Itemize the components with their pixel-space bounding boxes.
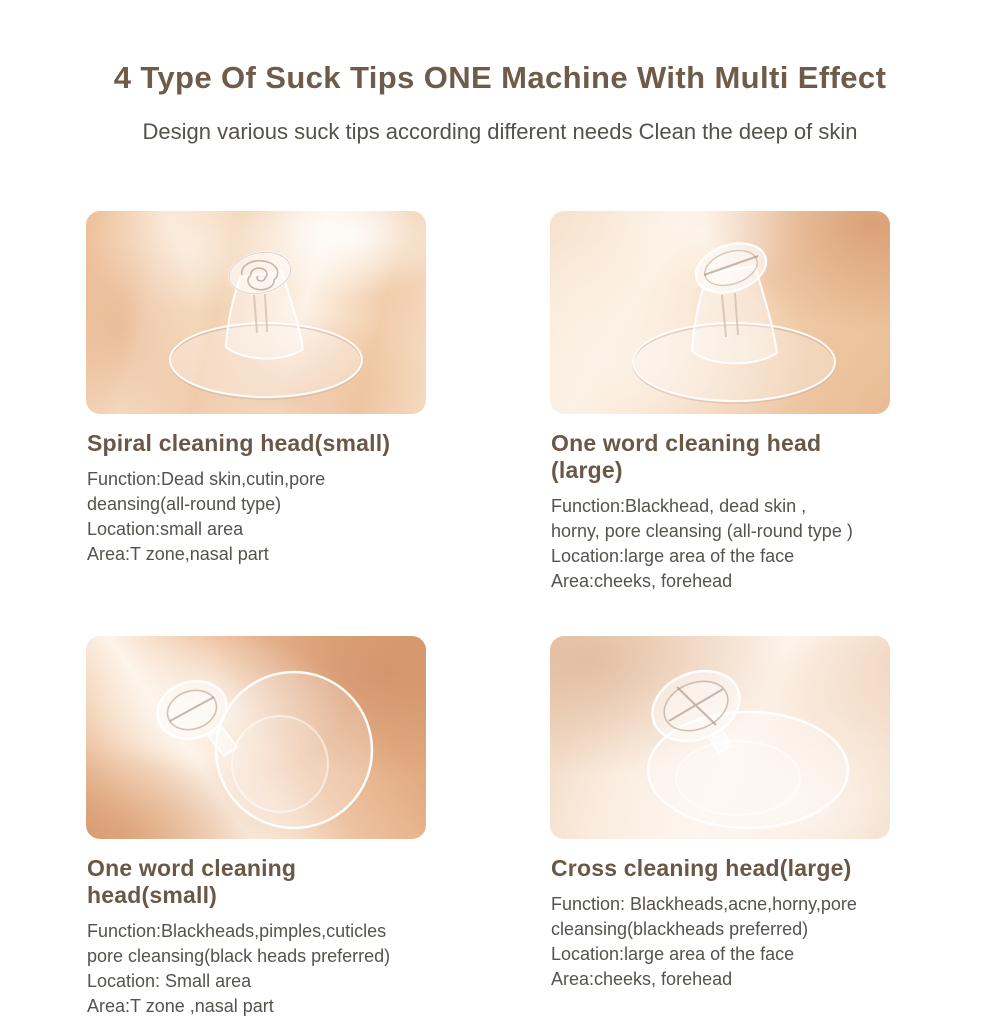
product-card-spiral-small bbox=[86, 211, 426, 594]
one-word-small-tip-illustration bbox=[86, 636, 426, 839]
product-card-one-word-small bbox=[86, 636, 426, 1019]
page-subtitle: Design various suck tips according different needs Clean the deep of skin bbox=[142, 119, 858, 144]
description-line: Area:T zone,nasal part bbox=[87, 544, 269, 564]
description-line: cleansing(blackheads preferred) bbox=[551, 919, 809, 939]
product-card-cross-large bbox=[550, 636, 890, 1019]
product-description bbox=[87, 919, 426, 1019]
description-line: Area:cheeks, forehead bbox=[551, 571, 733, 591]
product-grid bbox=[86, 211, 890, 1019]
cross-tip-illustration bbox=[550, 636, 890, 839]
product-heading: Spiral cleaning head(small) bbox=[87, 430, 391, 456]
product-heading: One word cleaning head(small) bbox=[87, 855, 297, 908]
description-line: Area:T zone ,nasal part bbox=[87, 996, 274, 1016]
product-description bbox=[551, 892, 890, 992]
description-line: Area:cheeks, forehead bbox=[551, 969, 733, 989]
description-line: deansing(all-round type) bbox=[87, 494, 282, 514]
description-line: Location:large area of the face bbox=[551, 546, 795, 566]
cross-tip-photo bbox=[550, 636, 890, 839]
product-card-one-word-large bbox=[550, 211, 890, 594]
description-line: Function: Blackheads,acne,horny,pore bbox=[551, 894, 857, 914]
product-heading: Cross cleaning head(large) bbox=[551, 855, 852, 881]
description-line: Function:Blackhead, dead skin , bbox=[551, 496, 807, 516]
product-description bbox=[87, 467, 426, 567]
spiral-tip-illustration bbox=[86, 211, 426, 414]
description-line: Function:Dead skin,cutin,pore bbox=[87, 469, 326, 489]
spiral-tip-photo bbox=[86, 211, 426, 414]
one-word-large-tip-photo bbox=[550, 211, 890, 414]
product-heading: One word cleaning head (large) bbox=[551, 430, 822, 483]
description-line: Location: Small area bbox=[87, 971, 252, 991]
description-line: pore cleansing(black heads preferred) bbox=[87, 946, 391, 966]
one-word-large-tip-illustration bbox=[550, 211, 890, 414]
description-line: Function:Blackheads,pimples,cuticles bbox=[87, 921, 387, 941]
description-line: Location:large area of the face bbox=[551, 944, 795, 964]
page-title: 4 Type Of Suck Tips ONE Machine With Multi Effect bbox=[113, 60, 887, 95]
description-line: horny, pore cleansing (all-round type ) bbox=[551, 521, 853, 541]
one-word-small-tip-photo bbox=[86, 636, 426, 839]
product-description bbox=[551, 494, 890, 594]
description-line: Location:small area bbox=[87, 519, 244, 539]
